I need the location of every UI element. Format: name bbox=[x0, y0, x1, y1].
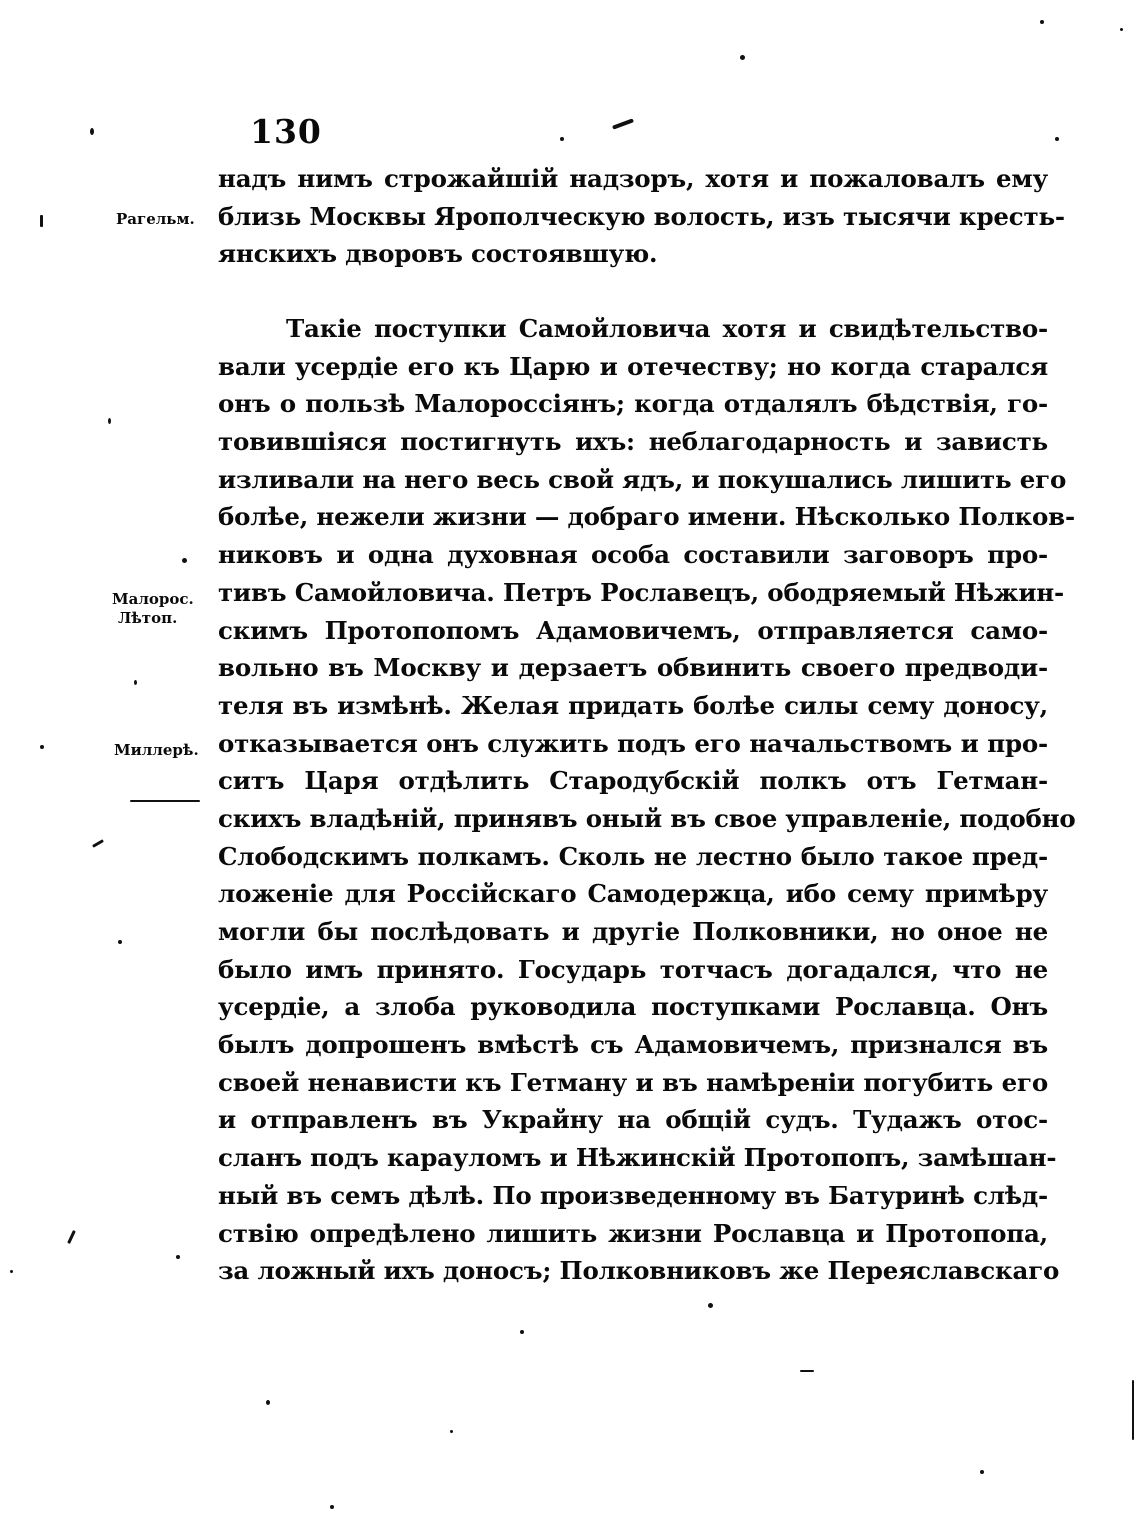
scan-speck bbox=[1055, 137, 1059, 141]
text-line: близь Москвы Ярополческую волость, изъ тысячи кресть- bbox=[218, 201, 1065, 231]
text-line: ситъ Царя отдѣлить Стародубскій полкъ отъ Гетман- bbox=[218, 766, 1048, 796]
scan-speck bbox=[40, 745, 44, 749]
text-line: теля въ измѣнѣ. Желая придать болѣе силы сему доносу, bbox=[218, 690, 1048, 720]
scan-speck bbox=[134, 680, 137, 685]
text-line: вольно въ Москву и дерзаетъ обвинить своего предводи- bbox=[218, 653, 1048, 683]
text-line: вали усердіе его къ Царю и отечеству; но когда старался bbox=[218, 351, 1048, 381]
scan-speck bbox=[1120, 28, 1123, 31]
text-line: онъ о пользѣ Малороссіянъ; когда отдалялъ бѣдствія, го- bbox=[218, 389, 1048, 419]
text-line: могли бы послѣдовать и другіе Полковники, но оное не bbox=[218, 917, 1048, 946]
text-line: ный въ семъ дѣлѣ. По произведенному въ Батуринѣ слѣд- bbox=[218, 1180, 1048, 1210]
text-line: скимъ Протопопомъ Адамовичемъ, отправляется само- bbox=[218, 615, 1048, 645]
text-line: былъ допрошенъ вмѣстѣ съ Адамовичемъ, признался въ bbox=[218, 1030, 1048, 1060]
text-line: ложеніе для Россійскаго Самодержца, ибо сему примѣру bbox=[218, 879, 1048, 909]
scan-speck bbox=[90, 128, 94, 135]
scan-speck bbox=[67, 1230, 76, 1244]
scan-speck bbox=[560, 137, 564, 141]
scan-speck bbox=[330, 1505, 334, 1509]
margin-note-ragelm: Рагельм. bbox=[116, 210, 195, 228]
text-line: болѣе, нежели жизни — добраго имени. Нѣсколько Полков- bbox=[218, 502, 1075, 532]
paragraph-1 bbox=[218, 160, 1065, 273]
text-line: Слободскимъ полкамъ. Сколь не лестно было такое пред- bbox=[218, 841, 1048, 871]
scan-speck bbox=[740, 55, 745, 60]
text-line: надъ нимъ строжайшій надзоръ, хотя и пожаловалъ ему bbox=[218, 164, 1048, 193]
text-line: никовъ и одна духовная особа составили заговоръ про- bbox=[218, 540, 1048, 570]
margin-note-maloros: Малорос. bbox=[112, 590, 194, 608]
scan-speck bbox=[108, 418, 111, 424]
text-line: усердіе, а злоба руководила поступками Рославца. Онъ bbox=[218, 992, 1048, 1022]
scan-speck bbox=[176, 1255, 180, 1259]
page-number: 130 bbox=[250, 112, 322, 151]
scan-speck bbox=[708, 1303, 713, 1308]
paragraph-2 bbox=[218, 310, 1076, 1290]
scan-speck bbox=[130, 800, 200, 802]
text-line: тивъ Самойловича. Петръ Рославецъ, ободряемый Нѣжин- bbox=[218, 577, 1064, 607]
text-line: за ложный ихъ доносъ; Полковниковъ же Переяславскаго bbox=[218, 1256, 1060, 1286]
text-line: ствію опредѣлено лишить жизни Рославца и Протопопа, bbox=[218, 1218, 1048, 1248]
scan-speck bbox=[1040, 20, 1044, 24]
scan-speck bbox=[10, 1270, 13, 1273]
scan-speck bbox=[92, 839, 104, 848]
scan-speck bbox=[40, 215, 43, 227]
scan-speck bbox=[800, 1370, 814, 1372]
text-line: янскихъ дворовъ состоявшую. bbox=[218, 239, 658, 269]
margin-note-miller: Миллерѣ. bbox=[114, 741, 199, 759]
scan-speck bbox=[266, 1400, 270, 1405]
text-line: изливали на него весь свой ядъ, и покушались лишить его bbox=[218, 464, 1067, 494]
text-line: скихъ владѣній, принявъ оный въ свое управленіе, подобно bbox=[218, 803, 1076, 833]
text-line: сланъ подъ карауломъ и Нѣжинскій Протопопъ, замѣшан- bbox=[218, 1143, 1057, 1173]
text-line: и отправленъ въ Украйну на общій судъ. Тудажъ отос- bbox=[218, 1105, 1048, 1135]
scan-speck bbox=[450, 1430, 453, 1433]
margin-note-letop: Лѣтоп. bbox=[118, 609, 178, 627]
scan-speck bbox=[1132, 1380, 1134, 1440]
text-line: своей ненависти къ Гетману и въ намѣреніи погубить его bbox=[218, 1067, 1048, 1097]
scan-speck bbox=[520, 1330, 524, 1334]
scan-speck bbox=[118, 940, 122, 944]
scan-speck bbox=[182, 558, 187, 563]
scan-speck bbox=[612, 118, 634, 129]
scan-speck bbox=[980, 1470, 984, 1474]
text-line: товившіяся постигнуть ихъ: неблагодарность и зависть bbox=[218, 427, 1048, 457]
text-line: было имъ принято. Государь тотчасъ догадался, что не bbox=[218, 954, 1048, 984]
text-line: отказывается онъ служить подъ его начальствомъ и про- bbox=[218, 728, 1048, 758]
text-line: Такіе поступки Самойловича хотя и свидѣтельство- bbox=[286, 314, 1048, 343]
